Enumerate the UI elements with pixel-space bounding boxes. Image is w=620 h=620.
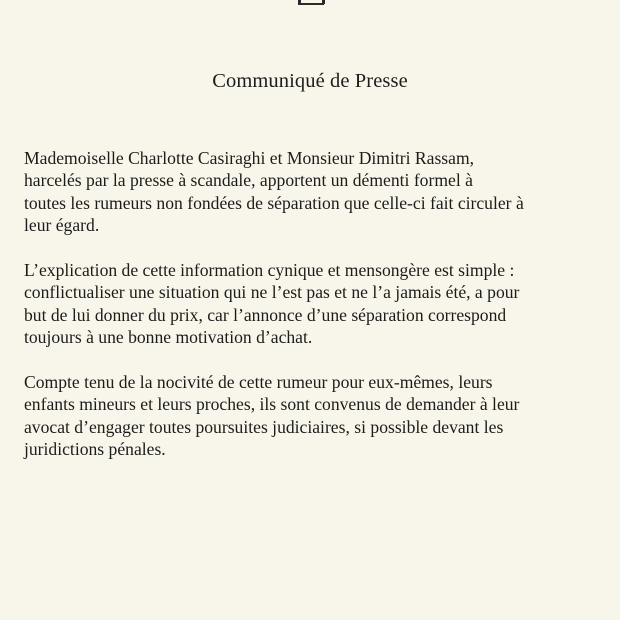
text-line: enfants mineurs et leurs proches, ils sont convenus de demander à leur (24, 394, 520, 415)
text-line: harcelés par la presse à scandale, apportent un démenti formel à (24, 170, 473, 191)
text-line: but de lui donner du prix, car l’annonce d’une séparation correspond (24, 304, 507, 325)
paragraph-denial (24, 147, 614, 237)
text-line: Mademoiselle Charlotte Casiraghi et Monsieur Dimitri Rassam, (24, 148, 475, 168)
press-release-body (24, 147, 614, 483)
text-line: avocat d’engager toutes poursuites judiciaires, si possible devant les (24, 416, 504, 437)
text-line: toujours à une bonne motivation d’achat. (24, 327, 313, 348)
paragraph-legal-action (24, 371, 614, 461)
text-line: toutes les rumeurs non fondées de séparation que celle-ci fait circuler à (24, 192, 524, 213)
paragraph-explanation (24, 259, 614, 349)
text-line: L’explication de cette information cynique et mensongère est simple : (24, 260, 515, 281)
text-line: conflictualiser une situation qui ne l’est pas et ne l’a jamais été, a pour (24, 282, 520, 303)
text-line: juridictions pénales. (24, 439, 166, 460)
text-line: Compte tenu de la nocivité de cette rumeur pour eux-mêmes, leurs (24, 372, 493, 393)
text-line: leur égard. (24, 215, 100, 236)
letterhead-emblem-icon (298, 0, 326, 5)
page-title: Communiqué de Presse (212, 70, 408, 92)
